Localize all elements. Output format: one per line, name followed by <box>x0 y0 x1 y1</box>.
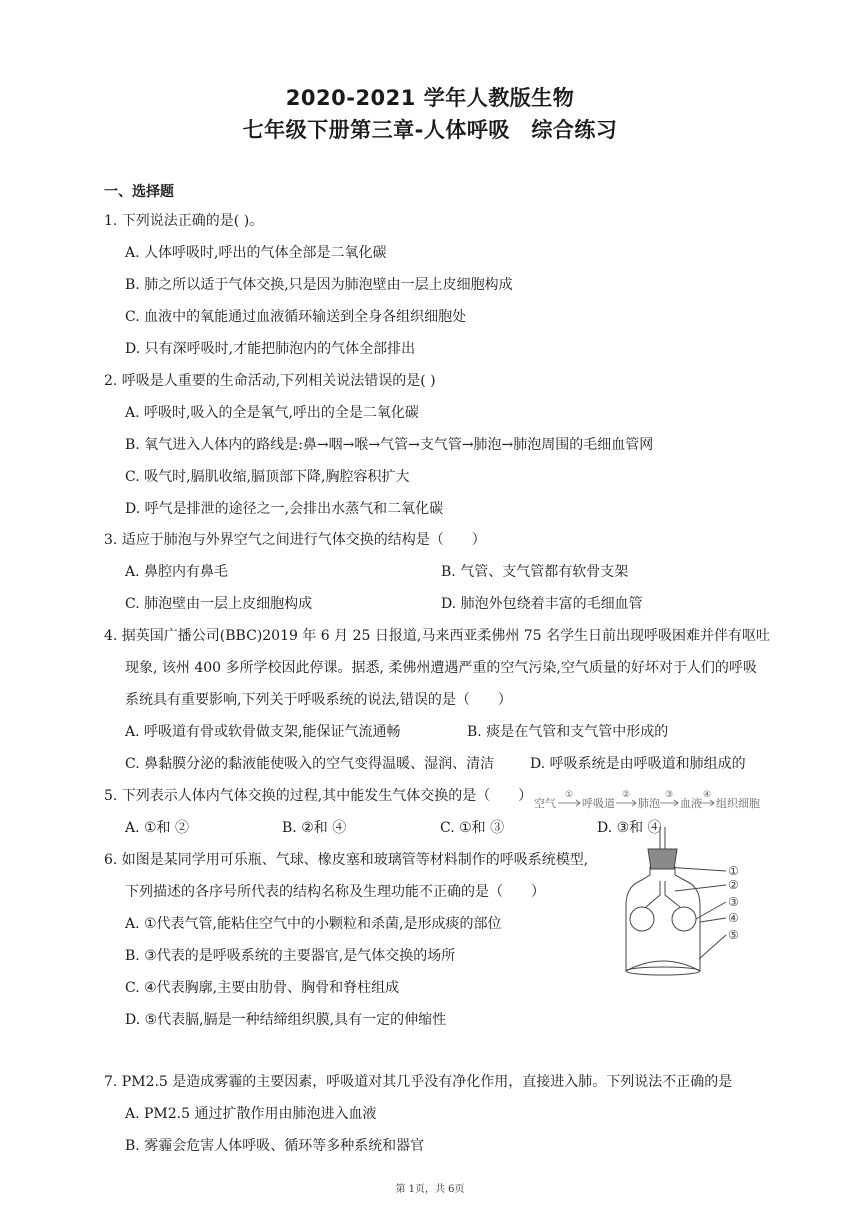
section-title: 一、选择题 <box>104 184 174 200</box>
question-2-stem: 2. 呼吸是人重要的生命活动,下列相关说法错误的是( ) <box>104 373 436 389</box>
question-4-stem-line-1: 4. 据英国广播公司(BBC)2019 年 6 月 25 日报道,马来西亚柔佛州 75 名学生日前出现呼吸困难并伴有呕吐 <box>104 628 771 644</box>
rubber-stopper <box>648 849 677 869</box>
question-7-stem: 7. PM2.5 是造成雾霾的主要因素，呼吸道对其几乎没有净化作用，直接进入肺。下列说法不正确的是 <box>104 1074 733 1090</box>
question-7-option-a: A. PM2.5 通过扩散作用由肺泡进入血液 <box>125 1106 377 1122</box>
flow-arrow-3-label: ③ <box>664 790 674 800</box>
flow-node-air: 空气 <box>534 797 556 810</box>
question-2-option-a: A. 呼吸时,吸入的全是氧气,呼出的全是二氧化碳 <box>125 405 419 421</box>
question-3-option-a: A. 鼻腔内有鼻毛 <box>125 564 229 580</box>
question-1-option-c: C. 血液中的氧能通过血液循环输送到全身各组织细胞处 <box>125 309 467 325</box>
page-footer: 第 1页，共 6页 <box>395 1184 465 1195</box>
question-5-option-b: B. ②和 ④ <box>282 820 347 836</box>
question-1-option-b: B. 肺之所以适于气体交换,只是因为肺泡壁由一层上皮细胞构成 <box>125 277 513 293</box>
question-4-option-a: A. 呼吸道有骨或软骨做支架,能保证气流通畅 <box>125 724 401 740</box>
question-3-stem: 3. 适应于肺泡与外界空气之间进行气体交换的结构是（ ） <box>104 532 486 548</box>
model-label-3: ③ <box>728 895 739 909</box>
question-6-stem-line-1: 6. 如图是某同学用可乐瓶、气球、橡皮塞和玻璃管等材料制作的呼吸系统模型, <box>104 852 589 868</box>
respiratory-model-figure <box>620 827 780 977</box>
flow-arrow-1-label: ① <box>564 790 574 800</box>
flow-arrow-2-label: ② <box>621 790 631 800</box>
flow-node-tissue-cells: 组织细胞 <box>716 797 760 810</box>
model-label-2: ② <box>728 878 739 892</box>
question-5-option-c: C. ①和 ③ <box>440 820 505 836</box>
question-6-option-c: C. ④代表胸廓,主要由肋骨、胸骨和脊柱组成 <box>125 980 400 996</box>
model-label-5: ⑤ <box>728 928 739 942</box>
question-3-option-c: C. 肺泡壁由一层上皮细胞构成 <box>125 596 313 612</box>
question-1-option-a: A. 人体呼吸时,呼出的气体全部是二氧化碳 <box>125 245 387 261</box>
question-6-option-d: D. ⑤代表膈,膈是一种结缔组织膜,具有一定的伸缩性 <box>125 1012 447 1028</box>
question-3-option-b: B. 气管、支气管都有软骨支架 <box>441 564 629 580</box>
model-label-4: ④ <box>728 911 739 925</box>
question-6-stem-line-2: 下列描述的各序号所代表的结构名称及生理功能不正确的是（ ） <box>125 884 545 900</box>
title-line-2: 七年级下册第三章-人体呼吸 综合练习 <box>242 118 618 142</box>
question-2-option-d: D. 呼气是排泄的途径之一,会排出水蒸气和二氧化碳 <box>125 501 444 517</box>
question-4-option-d: D. 呼吸系统是由呼吸道和肺组成的 <box>530 756 746 772</box>
question-7-option-b: B. 雾霾会危害人体呼吸、循环等多种系统和器官 <box>125 1138 425 1154</box>
question-2-option-c: C. 吸气时,膈肌收缩,膈顶部下降,胸腔容积扩大 <box>125 469 410 485</box>
question-6-option-b: B. ③代表的是呼吸系统的主要器官,是气体交换的场所 <box>125 948 456 964</box>
title-line-1: 2020-2021 学年人教版生物 <box>285 86 575 110</box>
question-4-option-b: B. 痰是在气管和支气管中形成的 <box>467 724 669 740</box>
question-3-option-d: D. 肺泡外包绕着丰富的毛细血管 <box>441 596 643 612</box>
question-4-option-c: C. 鼻黏膜分泌的黏液能使吸入的空气变得温暖、湿润、清洁 <box>125 756 495 772</box>
question-5-option-d: D. ③和 ④ <box>597 820 662 836</box>
flow-node-blood: 血液 <box>680 797 702 810</box>
gas-exchange-flow-diagram <box>534 786 760 816</box>
question-6-option-a: A. ①代表气管,能粘住空气中的小颗粒和杀菌,是形成痰的部位 <box>125 916 502 932</box>
model-label-1: ① <box>728 864 739 878</box>
flow-arrow-4-label: ④ <box>702 790 712 800</box>
question-1-stem: 1. 下列说法正确的是( )。 <box>104 213 264 229</box>
question-4-stem-line-2: 现象, 该州 400 多所学校因此停课。据悉, 柔佛州遭遇严重的空气污染,空气质量的好坏对于人们的呼吸 <box>125 660 757 676</box>
question-5-stem: 5. 下列表示人体内气体交换的过程,其中能发生气体交换的是（ ） <box>104 788 533 804</box>
flow-node-airway: 呼吸道 <box>582 797 615 810</box>
question-4-stem-line-3: 系统具有重要影响,下列关于呼吸系统的说法,错误的是（ ） <box>125 692 512 708</box>
question-1-option-d: D. 只有深呼吸时,才能把肺泡内的气体全部排出 <box>125 341 416 357</box>
flow-node-alveoli: 肺泡 <box>638 797 660 810</box>
question-2-option-b: B. 氧气进入人体内的路线是:鼻→咽→喉→气管→支气管→肺泡→肺泡周围的毛细血管网 <box>125 437 654 453</box>
question-5-option-a: A. ①和 ② <box>125 820 190 836</box>
